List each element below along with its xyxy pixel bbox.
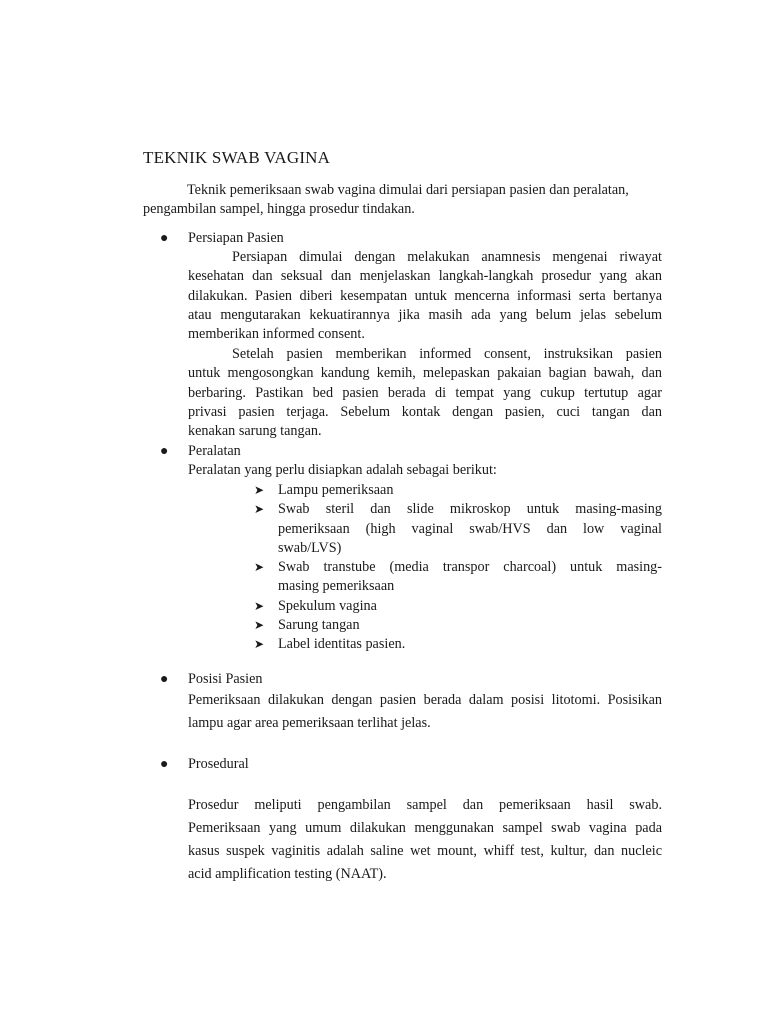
list-item: ➤ Spekulum vagina (254, 597, 662, 616)
persiapan-p1-line-4: atau mengutarakan kekuatirannya jika masih ada yang belum jelas sebelum (188, 306, 662, 323)
list-item: ➤ Lampu pemeriksaan (254, 481, 662, 500)
prosedural-line-3: kasus suspek vaginitis adalah saline wet mount, whiff test, kultur, dan nucleic (188, 843, 662, 859)
list-item: ➤ Sarung tangan (254, 616, 662, 635)
bullet-dot-icon: ● (160, 444, 169, 459)
peralatan-intro-text: Peralatan yang perlu disiapkan adalah sebagai berikut: (188, 462, 497, 478)
peralatan-list (254, 481, 662, 655)
posisi-paragraph (188, 689, 662, 735)
persiapan-p1-line-2: kesehatan dan seksual dan menjelaskan langkah-langkah prosedur yang akan (188, 268, 662, 285)
persiapan-p2-line-4: privasi pasien terjaga. Sebelum kontak dengan pasien, cuci tangan dan (188, 403, 662, 420)
list-item: ➤ Swab transtube (media transpor charcoal) untuk masing- masing pemeriksaan (254, 559, 662, 595)
intro-line-2: pengambilan sampel, hingga prosedur tindakan. (143, 201, 415, 217)
bullet-dot-icon: ● (160, 757, 169, 772)
persiapan-paragraph-1 (188, 248, 662, 344)
arrow-bullet-icon: ➤ (254, 502, 265, 517)
peralatan-intro (188, 461, 662, 480)
persiapan-p1-line-3: dilakukan. Pasien diberi kesempatan untuk mencerna informasi serta bertanya (188, 287, 662, 304)
intro-line-1: Teknik pemeriksaan swab vagina dimulai dari persiapan pasien dan peralatan, (187, 182, 629, 198)
arrow-bullet-icon: ➤ (254, 483, 265, 497)
arrow-bullet-icon: ➤ (254, 560, 265, 575)
document-title: TEKNIK SWAB VAGINA (143, 148, 331, 167)
persiapan-p2-line-2: untuk mengosongkan kandung kemih, melepaskan pakaian bagian bawah, dan (188, 365, 662, 382)
list-item: ➤ Label identitas pasien. (254, 635, 662, 654)
posisi-line-1: Pemeriksaan dilakukan dengan pasien berada dalam posisi litotomi. Posisikan (188, 692, 662, 708)
section-label-persiapan: Persiapan Pasien (188, 230, 284, 246)
section-label-posisi: Posisi Pasien (188, 671, 263, 687)
persiapan-p1-line-1: Persiapan dimulai dengan melakukan anamnesis mengenai riwayat (232, 249, 662, 265)
arrow-bullet-icon: ➤ (254, 598, 265, 613)
section-label-prosedural: Prosedural (188, 756, 249, 772)
prosedural-line-4: acid amplification testing (NAAT). (188, 866, 387, 882)
intro-paragraph (143, 181, 662, 219)
bullet-dot-icon: ● (160, 231, 169, 246)
section-label-peralatan: Peralatan (188, 443, 241, 459)
list-item: ➤ Swab steril dan slide mikroskop untuk masing-masing pemeriksaan (high vaginal swab/HVS dan low vaginal swab/LVS) (254, 501, 662, 556)
arrow-bullet-icon: ➤ (254, 618, 265, 633)
prosedural-line-2: Pemeriksaan yang umum dilakukan menggunakan sampel swab vagina pada (188, 820, 662, 836)
arrow-bullet-icon: ➤ (254, 637, 265, 652)
bullet-dot-icon: ● (160, 672, 169, 687)
prosedural-paragraph (188, 794, 662, 886)
persiapan-p2-line-1: Setelah pasien memberikan informed consent, instruksikan pasien (232, 346, 662, 362)
persiapan-paragraph-2 (188, 345, 662, 441)
persiapan-p2-line-5: kenakan sarung tangan. (188, 423, 322, 440)
prosedural-line-1: Prosedur meliputi pengambilan sampel dan pemeriksaan hasil swab. (188, 797, 662, 813)
persiapan-p1-line-5: memberikan informed consent. (188, 326, 365, 343)
persiapan-p2-line-3: berbaring. Pastikan bed pasien berada di tempat yang cukup tertutup agar (188, 384, 662, 401)
posisi-line-2: lampu agar area pemeriksaan terlihat jelas. (188, 715, 431, 731)
